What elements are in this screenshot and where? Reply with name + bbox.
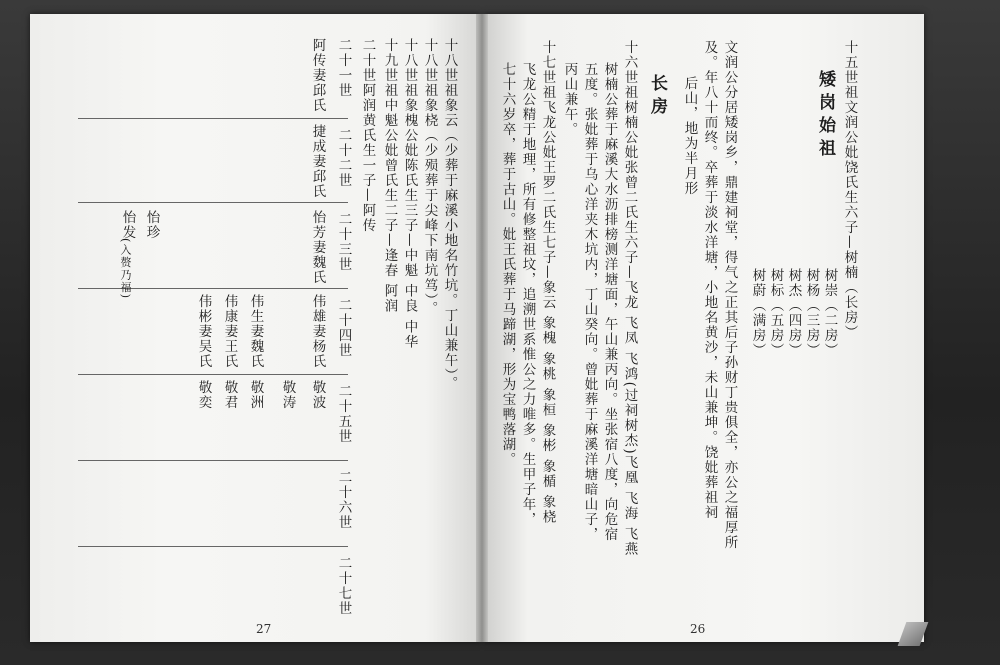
- member-name: 敬奕: [195, 380, 212, 410]
- generation-label: 二十三世: [335, 212, 352, 272]
- genealogy-line-18: 十八世祖象云（少葬于麻溪小地名竹坑。丁山兼午）。: [441, 38, 458, 392]
- generation-divider: [78, 118, 348, 119]
- generation-divider: [78, 460, 348, 461]
- genealogy-line-15: 十五世祖文润公妣饶氏生六子—树楠（长房）: [841, 40, 858, 340]
- son-line: 树蔚（满房）: [749, 268, 766, 358]
- text-line: 文润公分居矮岗乡，鼎建祠堂，得气之正其后子孙财丁贵俱全，亦公之福厚所: [721, 40, 738, 550]
- genealogy-line-17: 十七世祖飞龙公妣王罗二氏生七子—象云 象槐 象桃 象桓 象彬 象楯 象桡: [539, 40, 556, 525]
- generation-label: 二十一世: [335, 38, 352, 98]
- text-line: 丙山兼午。: [561, 62, 578, 137]
- generation-label: 二十六世: [335, 470, 352, 530]
- generation-label: 二十五世: [335, 384, 352, 444]
- member-name: 敬君: [221, 380, 238, 410]
- member-name: 伟康妻王氏: [221, 294, 238, 369]
- genealogy-line-18: 十八世祖象桡（少殒葬于尖峰下南坑笃）。: [421, 38, 438, 317]
- generation-divider: [78, 202, 348, 203]
- generation-label: 二十二世: [335, 128, 352, 188]
- member-name: 敬波: [309, 380, 326, 410]
- text-line: 飞龙公精于地理，所有修整祖坟，追溯世系惟公之力唯多。生甲子年，: [519, 62, 536, 527]
- member-note: (入赘乃福): [119, 238, 132, 300]
- text-line: 后山，地为半月形: [681, 76, 698, 196]
- text-line: 七十六岁卒，葬于古山。妣王氏葬于马蹄湖，形为宝鸭落湖。: [499, 62, 516, 467]
- son-line: 树杰（四房）: [785, 268, 802, 358]
- son-line: 树标（五房）: [767, 268, 784, 358]
- son-line: 树杨（三房）: [803, 268, 820, 358]
- son-line: 树崇（二房）: [821, 268, 838, 358]
- member-name: 伟雄妻杨氏: [309, 294, 326, 369]
- generation-label: 二十四世: [335, 298, 352, 358]
- member-name: 伟彬妻吴氏: [195, 294, 212, 369]
- text-line: 及。年八十而终。卒葬于淡水洋塘，小地名黄沙，未山兼坤。饶妣葬祖祠: [701, 40, 718, 520]
- member-name: 阿传妻邱氏: [309, 38, 326, 113]
- generation-label: 二十七世: [335, 556, 352, 616]
- generation-divider: [78, 546, 348, 547]
- member-name: 捷成妻邱氏: [309, 124, 326, 199]
- genealogy-line-18: 十八世祖象槐公妣陈氏生三子—中魁 中良 中华: [401, 38, 418, 350]
- page-number: 27: [256, 622, 272, 636]
- member-name: 敬涛: [279, 380, 296, 410]
- member-name: 伟生妻魏氏: [247, 294, 264, 369]
- page-number: 26: [690, 622, 706, 636]
- genealogy-line-20: 二十世阿润黄氏生一子—阿传: [359, 38, 376, 233]
- book-gutter: [476, 14, 488, 642]
- member-name: 敬洲: [247, 380, 264, 410]
- text-line: 树楠公葬于麻溪大水沥排榜测洋塘面，午山兼丙向。坐张宿八度，向危宿: [601, 62, 618, 542]
- member-name: 怡珍: [143, 210, 160, 240]
- member-name: 怡发: [119, 210, 136, 240]
- section-heading: 长房: [647, 74, 667, 120]
- genealogy-line-19: 十九世祖中魁公妣曾氏生二子—逢春 阿润: [381, 38, 398, 314]
- section-heading: 矮岗始祖: [815, 70, 835, 162]
- generation-divider: [78, 374, 348, 375]
- member-name: 怡芳妻魏氏: [309, 210, 326, 285]
- text-line: 五度。张妣葬于乌心洋夹木坑内，丁山癸向。曾妣葬于麻溪洋塘暗山子，: [581, 62, 598, 542]
- genealogy-line-16: 十六世祖树楠公妣张曾二氏生六子—飞龙 飞凤 飞鸿(过祠树杰)飞凰 飞海 飞燕: [621, 40, 638, 557]
